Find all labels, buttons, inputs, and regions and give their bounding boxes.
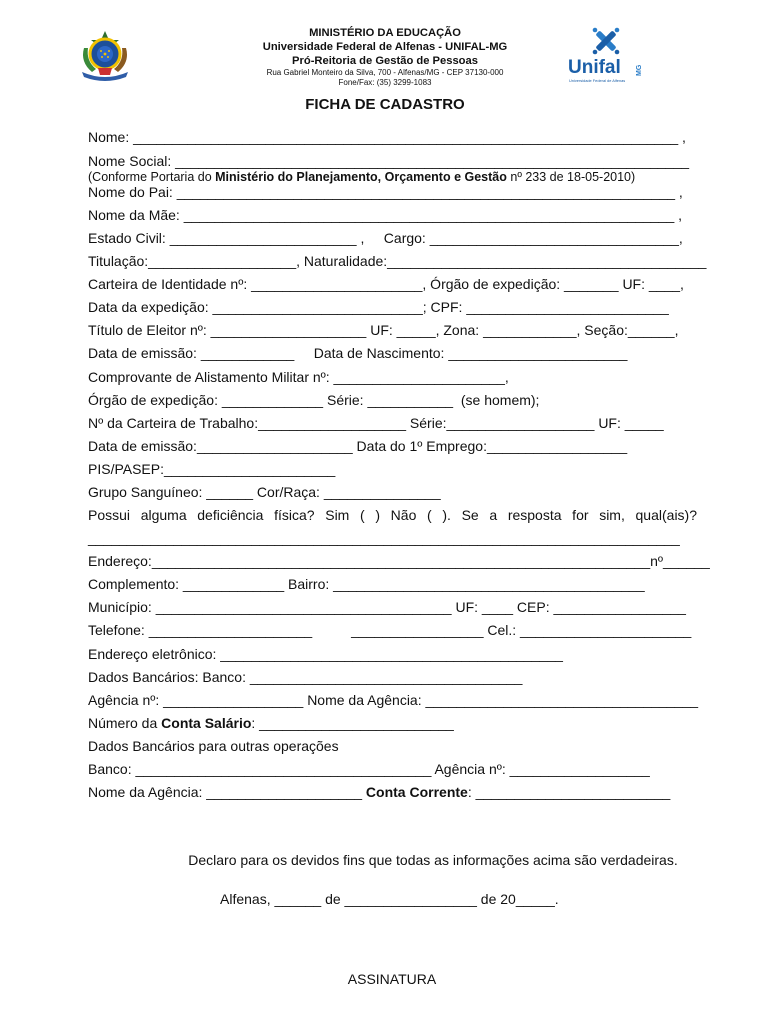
ministry-name: MINISTÉRIO DA EDUCAÇÃO [309,27,461,39]
complement-district-field[interactable]: Complemento: _____________ Bairro: ________________________________________ [88,576,645,592]
voter-id-field[interactable]: Título de Eleitor nº: ____________________ UF: _____, Zona: ____________, Seção:______, [88,322,679,338]
form-title: FICHA DE CADASTRO [305,96,465,113]
current-account-field[interactable]: Nome da Agência: ____________________ Conta Corrente: _________________________ [88,784,671,800]
email-field[interactable]: Endereço eletrônico: ____________________________________________ [88,646,563,662]
signature-label: ASSINATURA [347,971,437,987]
portaria-note: (Conforme Portaria do Ministério do Planejamento, Orçamento e Gestão nº 233 de 18-05-2010) [88,170,636,184]
agency-field[interactable]: Agência nº: __________________ Nome da Agência: ___________________________________ [88,692,699,708]
military-certificate-field[interactable]: Comprovante de Alistamento Militar nº: ______________________, [88,369,509,385]
unifal-logo [565,24,647,86]
military-issuer-series-field[interactable]: Órgão de expedição: _____________ Série: ___________ (se homem); [88,392,540,408]
address: Rua Gabriel Monteiro da Silva, 700 - Alfenas/MG - CEP 37130-000 [266,68,504,77]
pis-pasep-field[interactable]: PIS/PASEP:______________________ [88,461,336,477]
father-name-field[interactable]: Nome do Pai: ________________________________________________________________ , [88,184,683,200]
marital-status-position-field[interactable]: Estado Civil: ________________________ , Cargo: ________________________________, [88,230,683,246]
phone: Fone/Fax: (35) 3299-1083 [338,78,432,87]
address-field[interactable]: Endereço:________________________________________________________________nº______ [88,553,710,569]
social-name-field[interactable]: Nome Social: __________________________________________________________________ [88,153,690,169]
name-field[interactable]: Nome: ______________________________________________________________________ , [88,129,686,145]
emission-birth-date-field[interactable]: Data de emissão: ____________ Data de Nascimento: _______________________ [88,345,628,361]
brazil-coat-of-arms-icon [74,28,136,84]
issue-date-cpf-field[interactable]: Data da expedição: ___________________________; CPF: __________________________ [88,299,669,315]
logo-subtitle: Universidade Federal de Alfenas [569,78,626,83]
city-state-zip-field[interactable]: Município: ______________________________________ UF: ____ CEP: _________________ [88,599,686,615]
disability-details-field[interactable]: ____________________________________________________________________________ [88,530,680,546]
phone-cell-field[interactable]: Telefone: _____________________ _________________ Cel.: ______________________ [88,622,692,638]
work-card-dates-field[interactable]: Data de emissão:____________________ Data do 1º Emprego:__________________ [88,438,628,454]
declaration-text: Declaro para os devidos fins que todas as informações acima são verdadeiras. [188,852,678,868]
work-card-field[interactable]: Nº da Carteira de Trabalho:___________________ Série:___________________ UF: _____ [88,415,664,431]
logo-suffix: MG [636,64,643,76]
place-date-field[interactable]: Alfenas, ______ de _________________ de 20_____. [220,891,559,907]
salary-account-field[interactable]: Número da Conta Salário: _________________________ [88,715,454,731]
other-bank-agency-field[interactable]: Banco: ______________________________________ Agência nº: __________________ [88,761,650,777]
degree-birthplace-field[interactable]: Titulação:___________________, Naturalidade:_________________________________________ [88,253,707,269]
blood-type-race-field[interactable]: Grupo Sanguíneo: ______ Cor/Raça: _______________ [88,484,441,500]
department-name: Pró-Reitoria de Gestão de Pessoas [292,55,478,67]
mother-name-field[interactable]: Nome da Mãe: _______________________________________________________________ , [88,207,683,223]
logo-text: Unifal [568,57,621,78]
disability-question[interactable]: Possui alguma deficiência física? Sim ( ) Não ( ). Se a resposta for sim, qual(ais)? [88,507,697,523]
other-banking-heading: Dados Bancários para outras operações [88,738,339,754]
bank-field[interactable]: Dados Bancários: Banco: ___________________________________ [88,669,523,685]
identity-card-field[interactable]: Carteira de Identidade nº: ______________________, Órgão de expedição: _______ UF: ____, [88,276,684,292]
university-name: Universidade Federal de Alfenas - UNIFAL-MG [262,41,508,53]
